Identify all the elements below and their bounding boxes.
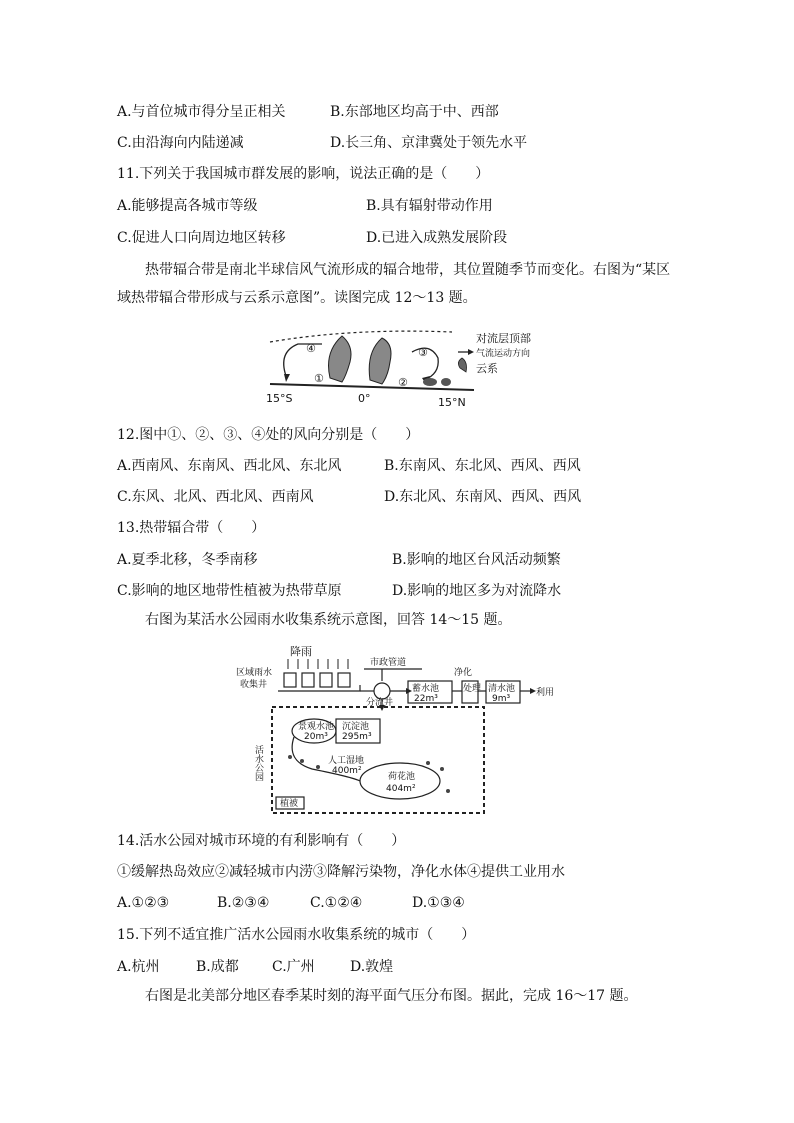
legend-tropopause: 对流层顶部 (476, 332, 531, 345)
q14-stem: 14.活水公园对城市环境的有利影响有（ ） (117, 833, 406, 849)
q12-option-a: A.西南风、东南风、西北风、东北风 (117, 458, 342, 474)
municipal-pipe-label: 市政管道 (370, 658, 407, 668)
latitude-equator: 0° (358, 392, 371, 405)
q12-option-c: C.东风、北风、西北风、西南风 (117, 489, 314, 505)
q14-option-a: A.①②③ (117, 895, 170, 911)
vegetation-label: 植被 (280, 799, 299, 809)
q12-option-b: B.东南风、东北风、西风、西风 (384, 458, 581, 474)
q14-option-d: D.①③④ (412, 895, 465, 911)
itcz-diagram (262, 322, 538, 412)
q10-option-c: C.由沿海向内陆递减 (117, 135, 244, 151)
wetland-area: 400m² (332, 766, 362, 776)
legend-cloud: 云系 (476, 362, 498, 375)
q11-option-b: B.具有辐射带动作用 (366, 198, 493, 214)
landscape-pool-label: 景观水池 (298, 722, 335, 732)
q10-option-b: B.东部地区均高于中、西部 (330, 104, 499, 120)
q10-option-d: D.长三角、京津冀处于领先水平 (330, 135, 528, 151)
latitude-15s: 15°S (266, 392, 293, 405)
lotus-pool-area: 404m² (386, 784, 416, 794)
q11-option-d: D.已进入成熟发展阶段 (366, 230, 508, 246)
use-label: 利用 (536, 688, 555, 698)
q15-option-c: C.广州 (272, 959, 315, 975)
q14-option-c: C.①②④ (310, 895, 363, 911)
q12-option-d: D.东北风、东南风、西风、西风 (384, 489, 582, 505)
park-label: 活水公园 (253, 745, 263, 781)
q12-stem: 12.图中①、②、③、④处的风向分别是（ ） (117, 427, 420, 443)
latitude-15n: 15°N (438, 396, 466, 409)
rain-label: 降雨 (290, 645, 312, 658)
rainwater-system-diagram (232, 645, 555, 817)
q13-option-b: B.影响的地区台风活动频繁 (392, 552, 561, 568)
marker-3: ③ (418, 346, 428, 359)
storage-pool-label: 蓄水池 (412, 684, 440, 694)
purify-label: 净化 (454, 668, 473, 678)
settling-pool-label: 沉淀池 (342, 722, 370, 732)
settling-pool-volume: 295m³ (342, 732, 372, 742)
q15-option-b: B.成都 (196, 959, 239, 975)
catch-well-label-2: 收集井 (240, 680, 268, 690)
lotus-pool-label: 荷花池 (388, 772, 416, 782)
q15-option-a: A.杭州 (117, 959, 160, 975)
q11-option-c: C.促进人口向周边地区转移 (117, 230, 286, 246)
clear-pool-volume: 9m³ (492, 694, 511, 704)
intro-14-15: 右图为某活水公园雨水收集系统示意图，回答 14～15 题。 (145, 612, 512, 628)
q13-option-c: C.影响的地区地带性植被为热带草原 (117, 583, 342, 599)
purify-facility-label: 处理 (463, 684, 482, 694)
q11-option-a: A.能够提高各城市等级 (117, 198, 258, 214)
legend-airflow: 气流运动方向 (476, 349, 531, 359)
marker-2: ② (398, 376, 408, 389)
q15-option-d: D.敦煌 (350, 959, 394, 975)
storage-pool-volume: 22m³ (414, 694, 438, 704)
marker-1: ① (314, 372, 324, 385)
q13-stem: 13.热带辐合带（ ） (117, 520, 266, 536)
clear-pool-label: 清水池 (488, 684, 516, 694)
q10-option-a: A.与首位城市得分呈正相关 (117, 104, 286, 120)
q14-statements: ①缓解热岛效应②减轻城市内涝③降解污染物，净化水体④提供工业用水 (117, 864, 565, 880)
marker-4: ④ (306, 342, 316, 355)
wetland-label: 人工湿地 (328, 756, 365, 766)
q13-option-a: A.夏季北移，冬季南移 (117, 552, 258, 568)
landscape-pool-volume: 20m³ (304, 732, 328, 742)
intro-12-13: 热带辐合带是南北半球信风气流形成的辐合地带，其位置随季节而变化。右图为“某区域热带辐合带形成与云系示意图”。读图完成 12～13 题。 (117, 262, 671, 306)
intro-16-17: 右图是北美部分地区春季某时刻的海平面气压分布图。据此，完成 16～17 题。 (145, 988, 638, 1004)
catch-well-label-1: 区域雨水 (236, 668, 273, 678)
q11-stem: 11.下列关于我国城市群发展的影响，说法正确的是（ ） (117, 166, 490, 182)
split-well-label: 分流井 (366, 698, 394, 708)
q13-option-d: D.影响的地区多为对流降水 (392, 583, 562, 599)
q15-stem: 15.下列不适宜推广活水公园雨水收集系统的城市（ ） (117, 927, 476, 943)
q14-option-b: B.②③④ (217, 895, 270, 911)
